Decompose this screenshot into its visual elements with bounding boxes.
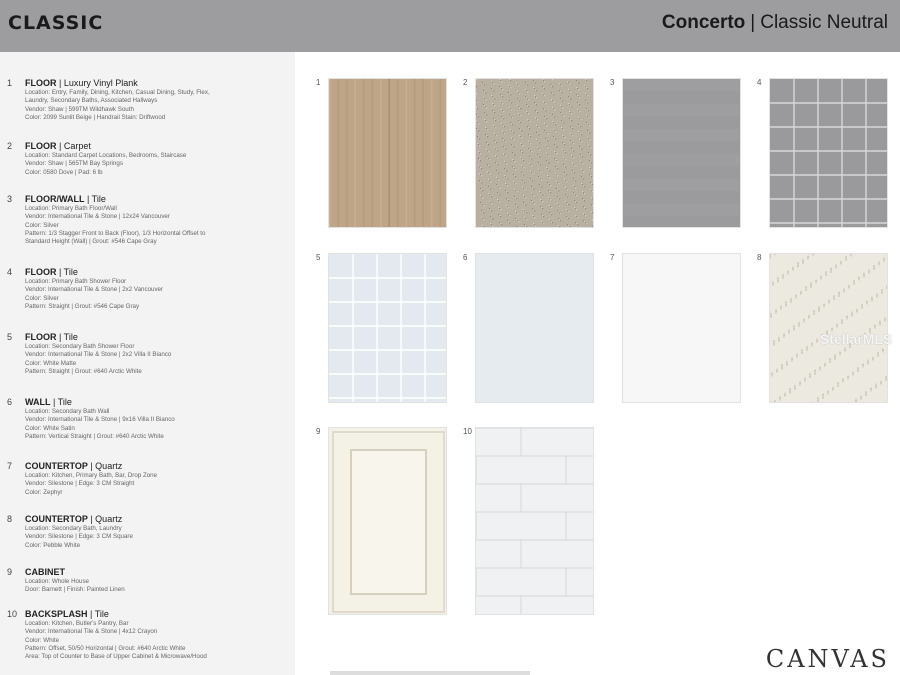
spec-item-title <box>25 514 122 524</box>
spec-item-category: WALL <box>25 397 51 407</box>
spec-item-detail: Pattern: Vertical Straight | Grout: #640 Arctic White <box>25 432 164 440</box>
spec-item-type: | Tile <box>56 332 78 342</box>
spec-item-detail: Vendor: Silestone | Edge: 3 CM Square <box>25 533 133 541</box>
swatch-speckle-white <box>769 253 888 403</box>
collection-separator: | <box>750 12 756 33</box>
collection-title <box>662 12 888 34</box>
spec-item-title <box>25 267 78 277</box>
spec-item-number: 8 <box>7 514 13 524</box>
spec-item-title <box>25 567 65 577</box>
spec-item-number: 2 <box>7 141 13 151</box>
spec-item-detail: Color: White Satin <box>25 424 75 432</box>
swatch-board <box>295 52 900 675</box>
swatch-number: 8 <box>757 253 762 262</box>
spec-item-number: 5 <box>7 332 13 342</box>
spec-item-category: FLOOR <box>25 141 57 151</box>
spec-item-detail: Color: Zephyr <box>25 488 63 496</box>
spec-item-detail: Vendor: International Tile & Stone | 12x24 Vancouver <box>25 213 170 221</box>
spec-item-detail: Location: Primary Bath Shower Floor <box>25 278 127 285</box>
spec-item-detail: Vendor: International Tile & Stone | 2x2 Vancouver <box>25 286 164 294</box>
spec-item-type: | Luxury Vinyl Plank <box>56 78 138 88</box>
watermark: StellarMLS <box>820 331 893 347</box>
spec-item-title <box>25 609 109 619</box>
footnote-line <box>330 671 530 675</box>
spec-item-category: FLOOR <box>25 332 57 342</box>
spec-item-category: BACKSPLASH <box>25 609 88 619</box>
spec-item-detail: Location: Secondary Bath Wall <box>25 408 110 415</box>
swatch-number: 7 <box>610 253 615 262</box>
spec-item-detail: Area: Top of Counter to Base of Upper Cabinet & Microwave/Hood <box>25 653 207 661</box>
swatch-number: 9 <box>316 427 321 436</box>
spec-item-type: | Tile <box>56 267 78 277</box>
swatch-number: 3 <box>610 78 615 87</box>
spec-item-detail: Location: Kitchen, Primary Bath, Bar, Drop Zone <box>25 472 158 479</box>
collection-name: Concerto <box>661 12 746 33</box>
spec-item-type: | Carpet <box>56 141 91 151</box>
spec-item-title <box>25 194 106 204</box>
swatch-texture <box>623 254 741 403</box>
swatch-plain-white <box>622 253 741 403</box>
spec-item-detail: Color: 2099 Sunlit Beige | Handrail Stain: Driftwood <box>25 113 166 121</box>
spec-item-detail: Vendor: Silestone | Edge: 3 CM Straight <box>25 480 135 488</box>
spec-item-detail: Color: White <box>25 636 60 644</box>
swatch-grid-light <box>328 253 447 403</box>
swatch-texture <box>770 79 888 228</box>
spec-item-detail: Vendor: Shaw | 599TM Wildhawk South <box>25 105 134 113</box>
spec-item-detail: Pattern: Offset, 50/50 Horizontal | Grout: #640 Arctic White <box>25 644 186 652</box>
spec-item-detail: Laundry, Secondary Baths, Associated Hallways <box>25 97 158 105</box>
spec-item-detail: Color: White Matte <box>25 359 77 367</box>
spec-item-detail: Vendor: International Tile & Stone | 2x2 Villa II Bianco <box>25 351 172 359</box>
spec-item-type: | Quartz <box>87 514 123 524</box>
swatch-number: 5 <box>316 253 321 262</box>
spec-list <box>0 52 295 675</box>
spec-item-number: 7 <box>7 461 13 471</box>
swatch-number: 1 <box>316 78 321 87</box>
swatch-solid-gray <box>622 78 741 228</box>
spec-item-detail: Location: Secondary Bath, Laundry <box>25 525 122 532</box>
spec-item-type: | Quartz <box>87 461 123 471</box>
spec-item-detail: Pattern: 1/3 Stagger Front to Back (Floor), 1/3 Horizontal Offset to <box>25 229 206 237</box>
page-header <box>0 0 900 52</box>
spec-item-category: CABINET <box>25 567 65 577</box>
swatch-number: 4 <box>757 78 762 87</box>
spec-item-category: COUNTERTOP <box>25 514 88 524</box>
spec-item-detail: Door: Barnett | Finish: Painted Linen <box>25 586 125 594</box>
spec-item-detail: Color: Silver <box>25 221 59 229</box>
spec-item-number: 6 <box>7 397 13 407</box>
spec-item-category: COUNTERTOP <box>25 461 88 471</box>
spec-item-number: 10 <box>7 609 18 619</box>
swatch-subway <box>475 427 594 615</box>
swatch-wood <box>328 78 447 228</box>
swatch-texture <box>476 428 594 615</box>
spec-item-type: | Tile <box>87 609 109 619</box>
spec-item-title <box>25 461 122 471</box>
spec-item-category: FLOOR <box>25 78 57 88</box>
spec-item-type: | Tile <box>50 397 72 407</box>
spec-item-title <box>25 78 138 88</box>
spec-item-number: 3 <box>7 194 13 204</box>
spec-item-detail: Location: Entry, Family, Dining, Kitchen, Casual Dining, Study, Flex, <box>25 89 210 96</box>
swatch-texture <box>623 79 741 228</box>
spec-item-detail: Color: 0580 Dove | Pad: 6 lb <box>25 168 103 176</box>
spec-item-detail: Location: Primary Bath Floor/Wall <box>25 205 117 212</box>
swatch-number: 6 <box>463 253 468 262</box>
swatch-texture <box>329 428 447 615</box>
spec-item-number: 4 <box>7 267 13 277</box>
spec-item-detail: Color: Pebble White <box>25 541 81 549</box>
spec-item-detail: Vendor: International Tile & Stone | 4x12 Crayon <box>25 628 158 636</box>
spec-item-detail: Location: Kitchen, Butler's Pantry, Bar <box>25 620 129 627</box>
spec-item-detail: Location: Secondary Bath Shower Floor <box>25 343 135 350</box>
swatch-number: 10 <box>463 427 472 436</box>
spec-item-number: 9 <box>7 567 13 577</box>
swatch-plain-light <box>475 253 594 403</box>
spec-item-title <box>25 397 72 407</box>
spec-item-detail: Vendor: Shaw | 565TM Bay Springs <box>25 160 123 168</box>
swatch-texture <box>770 254 888 403</box>
swatch-cabinet <box>328 427 447 615</box>
spec-item-detail: Location: Whole House <box>25 578 89 585</box>
spec-item-detail: Standard Height (Wall) | Grout: #546 Cape Gray <box>25 238 157 246</box>
collection-style: Classic Neutral <box>760 12 888 33</box>
swatch-number: 2 <box>463 78 468 87</box>
spec-item-category: FLOOR <box>25 267 57 277</box>
swatch-texture <box>329 79 447 228</box>
swatch-grid-gray <box>769 78 888 228</box>
spec-item-category: FLOOR/WALL <box>25 194 85 204</box>
swatch-texture <box>476 79 594 228</box>
spec-item-title <box>25 332 78 342</box>
spec-item-detail: Vendor: International Tile & Stone | 9x16 Villa II Bianco <box>25 416 175 424</box>
brand-title: CLASSIC <box>8 12 104 34</box>
swatch-texture <box>476 254 594 403</box>
spec-item-detail: Pattern: Straight | Grout: #640 Arctic White <box>25 367 142 375</box>
spec-item-detail: Pattern: Straight | Grout: #546 Cape Gray <box>25 302 140 310</box>
spec-item-detail: Color: Silver <box>25 294 59 302</box>
spec-item-title <box>25 141 91 151</box>
spec-item-number: 1 <box>7 78 13 88</box>
canvas-logo: CANVAS <box>765 645 890 673</box>
swatch-carpet <box>475 78 594 228</box>
spec-item-type: | Tile <box>84 194 106 204</box>
spec-item-detail: Location: Standard Carpet Locations, Bedrooms, Staircase <box>25 152 187 159</box>
swatch-texture <box>329 254 447 403</box>
